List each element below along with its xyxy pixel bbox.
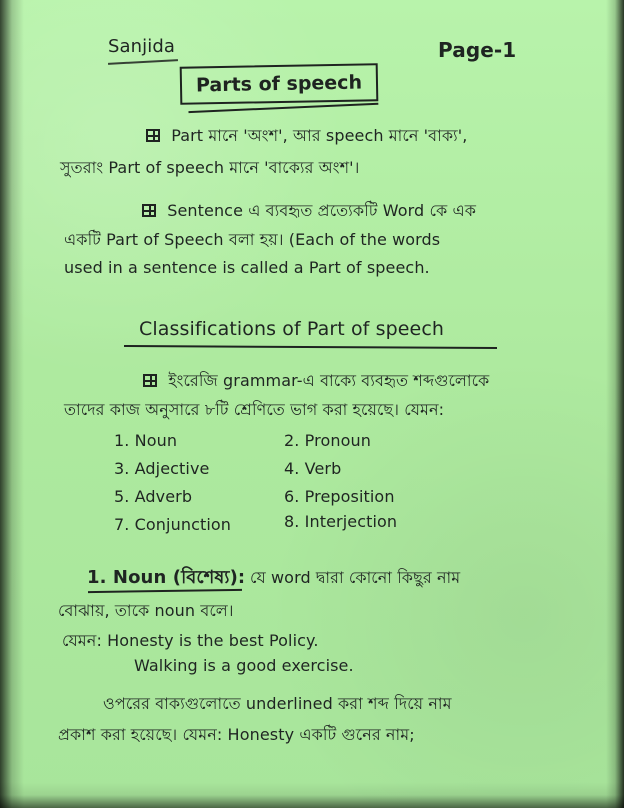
- noun-heading: 1. Noun (বিশেষ্য):: [87, 567, 246, 588]
- noun-explanation-line-2: প্রকাশ করা হয়েছে। যেমন: Honesty একটি গুনের নাম;: [58, 725, 415, 744]
- classifications-title: Classifications of Part of speech: [139, 318, 445, 340]
- intro-line-2: সুতরাং Part of speech মানে 'বাক্যের অংশ'।: [60, 158, 360, 177]
- page-bottom-shadow: [0, 782, 624, 808]
- noun-example-line-2: Walking is a good exercise.: [134, 656, 354, 675]
- author-underline: [108, 59, 178, 65]
- page-left-shadow: [0, 0, 24, 808]
- classification-item-pronoun: 2. Pronoun: [284, 431, 371, 450]
- classification-item-adverb: 5. Adverb: [114, 487, 193, 506]
- classification-item-verb: 4. Verb: [284, 459, 342, 478]
- intro-line-1-text: Part মানে 'অংশ', আর speech মানে 'বাক্য',: [171, 126, 468, 145]
- classifications-underline: [124, 345, 497, 349]
- noun-definition-line-2: বোঝায়, তাকে noun বলে।: [58, 601, 234, 620]
- classification-item-conjunction: 7. Conjunction: [114, 515, 232, 534]
- classification-intro-line-1-text: ইংরেজি grammar-এ বাক্যে ব্যবহৃত শব্দগুলোকে: [168, 371, 490, 390]
- hand-drawn-box-icon: [146, 129, 160, 142]
- author-name: Sanjida: [108, 36, 176, 57]
- intro-line-3: [142, 198, 476, 225]
- classification-intro-line-1: [143, 368, 489, 395]
- hand-drawn-box-icon: [142, 204, 156, 217]
- intro-line-5: used in a sentence is called a Part of speech.: [64, 258, 430, 277]
- noun-example-line-1: যেমন: Honesty is the best Policy.: [62, 631, 319, 650]
- hand-drawn-box-icon: [143, 374, 157, 387]
- classification-item-noun: 1. Noun: [114, 431, 178, 450]
- title-box: [180, 63, 379, 104]
- classification-item-adjective: 3. Adjective: [114, 459, 210, 478]
- page-title: Parts of speech: [195, 71, 363, 97]
- intro-line-1: [146, 123, 467, 150]
- intro-line-3-text: Sentence এ ব্যবহৃত প্রত্যেকটি Word কে এক: [167, 201, 477, 220]
- classification-item-preposition: 6. Preposition: [284, 487, 395, 506]
- noun-explanation-line-1: ওপরের বাক্যগুলোতে underlined করা শব্দ দিয়ে নাম: [103, 694, 452, 713]
- page-number: Page-1: [438, 38, 517, 62]
- page-right-shadow: [606, 0, 624, 808]
- classification-intro-line-2: তাদের কাজ অনুসারে ৮টি শ্রেণিতে ভাগ করা হয়েছে। যেমন:: [64, 400, 445, 419]
- intro-line-4: একটি Part of Speech বলা হয়। (Each of the words: [64, 230, 441, 249]
- noun-definition-line-1: যে word দ্বারা কোনো কিছুর নাম: [250, 568, 461, 587]
- classification-item-interjection: 8. Interjection: [284, 512, 398, 531]
